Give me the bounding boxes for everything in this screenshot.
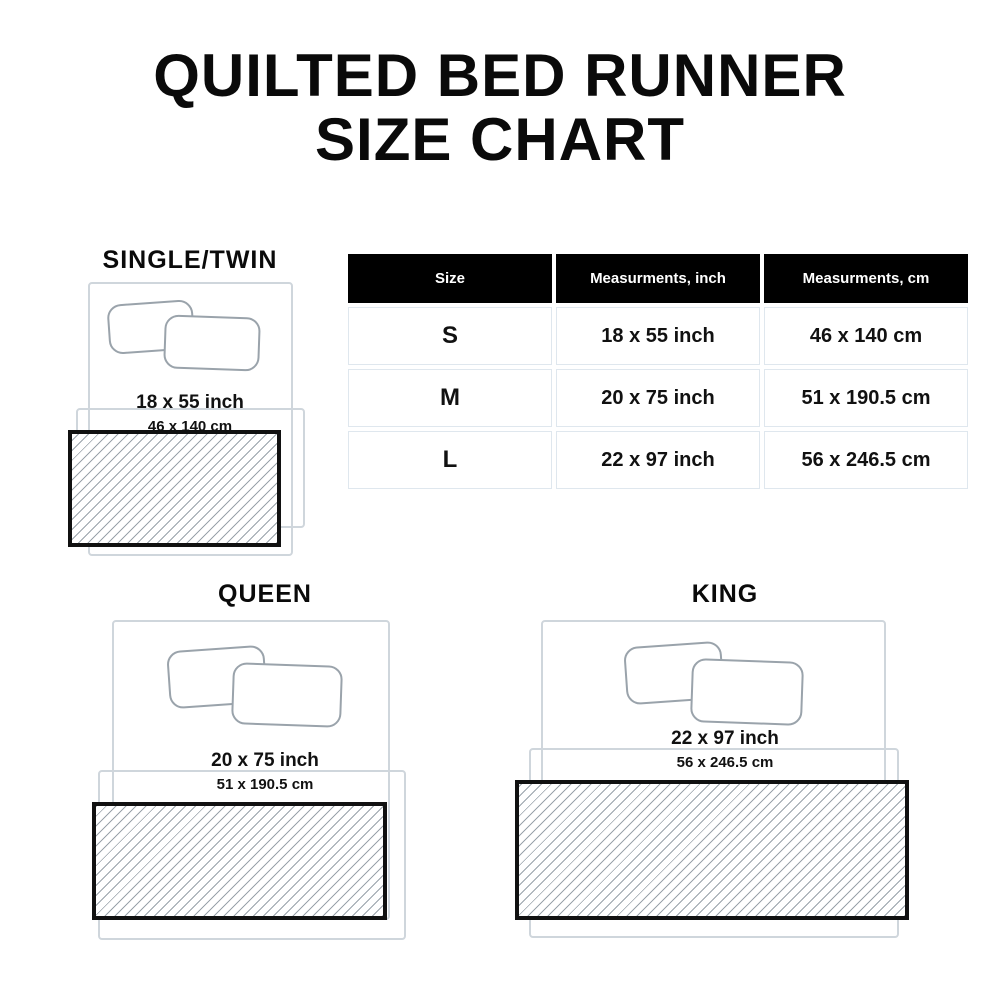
bed-diagram-single-twin [60, 246, 320, 566]
table-cell-cm: 46 x 140 cm [764, 307, 968, 365]
dimension-cm-queen: 51 x 190.5 cm [216, 776, 314, 793]
table-header-size: Size [348, 254, 552, 303]
dimension-inch-king: 22 x 97 inch [671, 728, 779, 749]
table-header-cm: Measurments, cm [764, 254, 968, 303]
table-cell-cm: 51 x 190.5 cm [764, 369, 968, 427]
table-cell-size: M [348, 369, 552, 427]
table-cell-inch: 20 x 75 inch [556, 369, 760, 427]
table-cell-inch: 22 x 97 inch [556, 431, 760, 489]
table-cell-size: L [348, 431, 552, 489]
page-title [0, 44, 1000, 171]
bed-runner-band [515, 780, 909, 920]
bed-label-single-twin: SINGLE/TWIN [102, 246, 278, 274]
pillow-front [163, 314, 261, 371]
dimension-inch-single-twin: 18 x 55 inch [136, 392, 244, 413]
dimension-cm-single-twin: 46 x 140 cm [147, 418, 233, 435]
table-row [348, 369, 968, 427]
table-header-row [348, 254, 968, 303]
size-chart-table [344, 250, 972, 493]
dimension-cm-king: 56 x 246.5 cm [676, 754, 774, 771]
table-cell-inch: 18 x 55 inch [556, 307, 760, 365]
bed-diagram-queen [70, 580, 460, 970]
bed-runner-band [68, 430, 281, 547]
bed-label-queen: QUEEN [218, 580, 312, 608]
bed-diagram-king [515, 580, 935, 970]
bed-label-king: KING [691, 580, 759, 608]
table-row [348, 431, 968, 489]
pillow-front [231, 662, 343, 728]
table-row [348, 307, 968, 365]
table-cell-cm: 56 x 246.5 cm [764, 431, 968, 489]
pillow-front [690, 658, 804, 726]
page-title-line-2: SIZE CHART [315, 105, 685, 173]
bed-runner-band [92, 802, 387, 920]
table-cell-size: S [348, 307, 552, 365]
table-header-inch: Measurments, inch [556, 254, 760, 303]
page-title-line-1: QUILTED BED RUNNER [153, 42, 847, 109]
dimension-inch-queen: 20 x 75 inch [211, 750, 319, 771]
